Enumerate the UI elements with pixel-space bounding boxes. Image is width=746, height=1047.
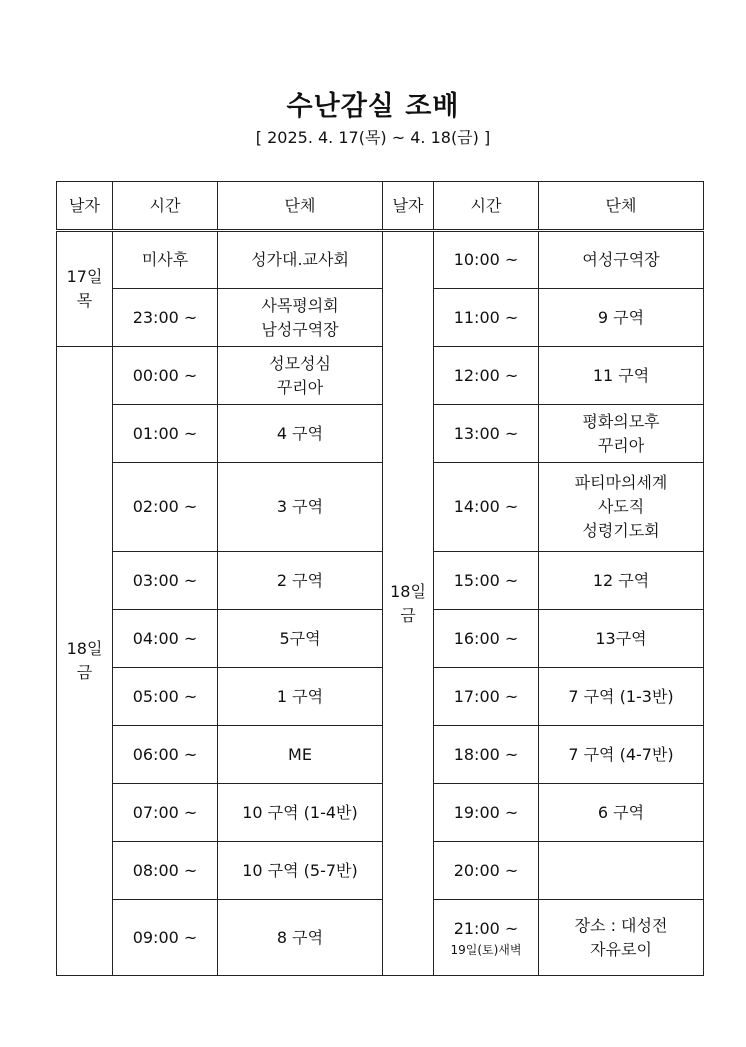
table-row [57, 289, 704, 347]
header-group-right: 단체 [539, 182, 704, 231]
time-cell: 19:00 ~ [434, 784, 539, 842]
group-cell: 9 구역 [539, 289, 704, 347]
table-row [57, 784, 704, 842]
group-cell: 7 구역 (4-7반) [539, 726, 704, 784]
time-cell: 20:00 ~ [434, 842, 539, 900]
table-row [57, 668, 704, 726]
table-row [57, 900, 704, 976]
table-row [57, 726, 704, 784]
table-row [57, 231, 704, 289]
group-cell: 7 구역 (1-3반) [539, 668, 704, 726]
table-row [57, 552, 704, 610]
time-cell: 13:00 ~ [434, 405, 539, 463]
group-cell: 2 구역 [218, 552, 383, 610]
time-cell: 09:00 ~ [113, 900, 218, 976]
page-title: 수난감실 조배 [286, 91, 460, 122]
time-cell: 04:00 ~ [113, 610, 218, 668]
header-date-left: 날자 [57, 182, 113, 231]
header-group-left: 단체 [218, 182, 383, 231]
time-cell: 14:00 ~ [434, 463, 539, 552]
time-cell: 18:00 ~ [434, 726, 539, 784]
group-cell: 파티마의세계 사도직 성령기도회 [539, 463, 704, 552]
group-cell: 13구역 [539, 610, 704, 668]
time-note: 19일(토)새벽 [450, 942, 522, 957]
time-cell: 07:00 ~ [113, 784, 218, 842]
date-range: [ 2025. 4. 17(목) ~ 4. 18(금) ] [255, 128, 491, 147]
table-row [57, 347, 704, 405]
time-cell: 미사후 [113, 231, 218, 289]
table-row [57, 463, 704, 552]
group-cell: 1 구역 [218, 668, 383, 726]
table-row [57, 405, 704, 463]
group-cell: 10 구역 (5-7반) [218, 842, 383, 900]
time-cell-with-note [434, 900, 539, 976]
time-cell: 02:00 ~ [113, 463, 218, 552]
group-cell: 평화의모후 꾸리아 [539, 405, 704, 463]
table-row [57, 610, 704, 668]
group-cell: 8 구역 [218, 900, 383, 976]
time-cell: 12:00 ~ [434, 347, 539, 405]
time-cell: 08:00 ~ [113, 842, 218, 900]
time-cell: 03:00 ~ [113, 552, 218, 610]
group-cell: 3 구역 [218, 463, 383, 552]
group-cell: 11 구역 [539, 347, 704, 405]
group-cell: 성모성심 꾸리아 [218, 347, 383, 405]
group-cell: 12 구역 [539, 552, 704, 610]
date-cell-18-right: 18일 금 [383, 231, 434, 976]
time-text: 21:00 ~ [453, 918, 519, 938]
time-cell: 10:00 ~ [434, 231, 539, 289]
group-cell: 여성구역장 [539, 231, 704, 289]
header-time-right: 시간 [434, 182, 539, 231]
group-cell: 6 구역 [539, 784, 704, 842]
header-time-left: 시간 [113, 182, 218, 231]
group-cell: 장소 : 대성전 자유로이 [539, 900, 704, 976]
schedule-table [56, 181, 704, 976]
table-row [57, 842, 704, 900]
time-cell: 16:00 ~ [434, 610, 539, 668]
group-cell: 성가대.교사회 [218, 231, 383, 289]
group-cell [539, 842, 704, 900]
date-cell-18-left: 18일 금 [57, 347, 113, 976]
date-cell-17: 17일 목 [57, 231, 113, 347]
time-cell: 00:00 ~ [113, 347, 218, 405]
time-cell: 05:00 ~ [113, 668, 218, 726]
group-cell: 5구역 [218, 610, 383, 668]
time-cell: 17:00 ~ [434, 668, 539, 726]
group-cell: 사목평의회 남성구역장 [218, 289, 383, 347]
time-cell: 23:00 ~ [113, 289, 218, 347]
time-cell: 15:00 ~ [434, 552, 539, 610]
time-cell: 06:00 ~ [113, 726, 218, 784]
time-cell: 11:00 ~ [434, 289, 539, 347]
group-cell: 10 구역 (1-4반) [218, 784, 383, 842]
time-cell: 01:00 ~ [113, 405, 218, 463]
table-header-row [57, 182, 704, 231]
header-date-right: 날자 [383, 182, 434, 231]
group-cell: ME [218, 726, 383, 784]
group-cell: 4 구역 [218, 405, 383, 463]
